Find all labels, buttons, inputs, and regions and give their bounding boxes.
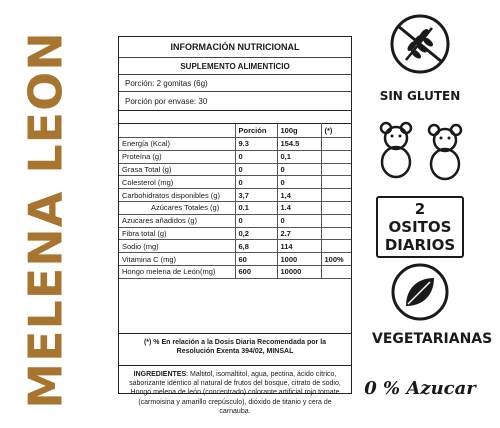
portions-per-pack: Porción por envase: 30 (119, 92, 351, 111)
header-portion: Porción (235, 124, 277, 138)
daily-value (321, 189, 351, 202)
gluten-free-badge (372, 12, 468, 103)
daily-dose-box (376, 196, 464, 258)
daily-value (321, 163, 351, 176)
header-empty (119, 124, 235, 138)
portion-value: 9.3 (235, 138, 277, 151)
table-row (119, 265, 351, 278)
daily-dose-line1: 2 OSITOS (388, 200, 452, 236)
daily-value (321, 138, 351, 151)
panel-subtitle: SUPLEMENTO ALIMENTICIO (119, 58, 351, 75)
daily-value (321, 214, 351, 227)
daily-value (321, 240, 351, 253)
per-100g-value: 0 (277, 163, 321, 176)
brand-name-vertical (10, 31, 82, 409)
nutrition-table (119, 123, 351, 279)
zero-sugar-badge (362, 378, 478, 399)
table-row (119, 138, 351, 151)
daily-value (321, 201, 351, 214)
table-row (119, 240, 351, 253)
daily-value (321, 176, 351, 189)
daily-value: 100% (321, 253, 351, 266)
nutrient-name: Azucares añadidos (g) (119, 214, 235, 227)
per-100g-value: 114 (277, 240, 321, 253)
per-100g-value: 1000 (277, 253, 321, 266)
vegetarian-label: VEGETARIANAS (372, 331, 493, 347)
nutrient-name: Vitamina C (mg) (119, 253, 235, 266)
nutrient-name: Carbohidratos disponibles (g) (119, 189, 235, 202)
ingredients-text: : Maltitol, isomaltitol, agua, pectina, ácido cítrico, saborizante idéntico al natural de frutos del bosque, citrato de sodio, Hongo melena de león (concentrado) colorante artificial rojo tomate (carmoisina y amarillo crepúsculo), dióxido de titanio y cera de carnauba. (129, 371, 341, 415)
table-row (119, 176, 351, 189)
per-100g-value: 0,1 (277, 150, 321, 163)
table-row (119, 227, 351, 240)
nutrient-name: Hongo melena de León(mg) (119, 265, 235, 278)
panel-title: INFORMACIÓN NUTRICIONAL (119, 37, 351, 58)
portion-value: 600 (235, 265, 277, 278)
nutrient-name: Colesterol (mg) (119, 176, 235, 189)
ingredients-label: INGREDIENTES (133, 371, 187, 378)
gluten-free-label: SIN GLUTEN (379, 89, 461, 103)
nutrient-name: Grasa Total (g) (119, 163, 235, 176)
portion-value: 60 (235, 253, 277, 266)
table-row (119, 189, 351, 202)
portion-value: 3,7 (235, 189, 277, 202)
table-row (119, 163, 351, 176)
no-wheat-icon (388, 12, 452, 76)
portion-size: Porción: 2 gomitas (6g) (119, 75, 351, 92)
portion-value: 0 (235, 214, 277, 227)
portion-value: 0 (235, 163, 277, 176)
brand-name: MELENA LEON (19, 31, 74, 409)
portion-value: 0 (235, 150, 277, 163)
header-daily-value: (*) (321, 124, 351, 138)
nutrient-name: Fibra total (g) (119, 227, 235, 240)
table-row (119, 214, 351, 227)
daily-value (321, 265, 351, 278)
ingredients (119, 367, 351, 415)
per-100g-value: 2.7 (277, 227, 321, 240)
zero-sugar-label: 0 % Azucar (364, 378, 476, 399)
per-100g-value: 10000 (277, 265, 321, 278)
per-100g-value: 1.4 (277, 201, 321, 214)
daily-value-note: (*) % En relación a la Dosis Diaria Recomendada por la Resolución Exenta 394/02, MINSAL (119, 333, 351, 366)
gummy-bear-icon (372, 118, 468, 182)
portion-value: 6,8 (235, 240, 277, 253)
portion-value: 0.1 (235, 201, 277, 214)
daily-dose-badge (372, 196, 468, 258)
table-row (119, 201, 351, 214)
nutrition-panel (118, 36, 352, 415)
nutrient-name: Azúcares Totales (g) (119, 201, 235, 214)
nutrient-name: Proteína (g) (119, 150, 235, 163)
per-100g-value: 1,4 (277, 189, 321, 202)
gummy-bears-illustration (372, 118, 468, 187)
vegetarian-badge (372, 262, 493, 347)
daily-dose-line2: DIARIOS (384, 236, 456, 254)
table-row (119, 150, 351, 163)
table-row (119, 253, 351, 266)
header-100g: 100g (277, 124, 321, 138)
per-100g-value: 154.5 (277, 138, 321, 151)
daily-value (321, 150, 351, 163)
nutrient-name: Sodio (mg) (119, 240, 235, 253)
leaf-icon (390, 262, 450, 322)
portion-value: 0 (235, 176, 277, 189)
per-100g-value: 0 (277, 214, 321, 227)
portion-value: 0,2 (235, 227, 277, 240)
per-100g-value: 0 (277, 176, 321, 189)
nutrient-name: Energía (Kcal) (119, 138, 235, 151)
table-header-row (119, 124, 351, 138)
daily-value (321, 227, 351, 240)
